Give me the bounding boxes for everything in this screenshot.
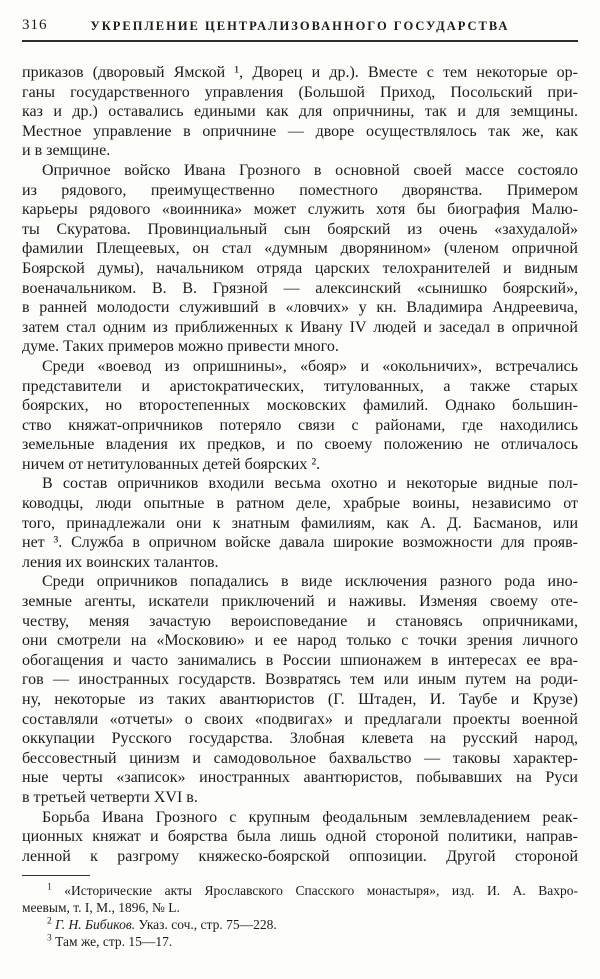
text-line: Среди опричников попадались в виде исключения разного рода ино- bbox=[42, 573, 578, 591]
text-line: ство княжат-опричников потеряло связи с районами, где находились bbox=[22, 416, 578, 434]
footnote-author-italic: Г. Н. Бибиков. bbox=[55, 916, 136, 932]
text-line: в третьей четверти XVI в. bbox=[22, 788, 198, 806]
footnote-text: «Исторические акты Ярославского Спасского монастыря», изд. И. А. Вахро- bbox=[64, 883, 578, 899]
text-line: карьеры рядового «воинника» может служить хотя бы биография Малю- bbox=[22, 201, 578, 219]
text-line: Местное управление в опричнине — дворе осуществлялось так же, как bbox=[22, 122, 578, 140]
paragraph bbox=[22, 474, 578, 572]
text-line: земные агенты, искатели приключений и наживы. Изменяя своему оте- bbox=[22, 593, 578, 611]
text-line: они смотрели на «Московию» и ее народ только с точки зрения личного bbox=[22, 632, 578, 650]
text-line: ления их воинских талантов. bbox=[22, 553, 219, 571]
footnote-separator bbox=[22, 875, 90, 876]
footnote-text: Указ. соч., стр. 75—228. bbox=[138, 916, 277, 932]
text-line: Опричное войско Ивана Грозного в основной своей массе состояло bbox=[42, 161, 578, 179]
text-line: ну, некоторые из таких авантюристов (Г. Штаден, И. Таубе и Крузе) bbox=[22, 691, 578, 708]
text-line: и в земщине. bbox=[22, 142, 111, 160]
footnote-text: Там же, стр. 15—17. bbox=[55, 933, 173, 949]
text-line: В состав опричников входили весьма охотно и некоторые видные пол- bbox=[42, 475, 578, 493]
footnotes bbox=[22, 883, 578, 950]
text-line: ганы государственного управления (Большой Приход, Посольский при- bbox=[22, 83, 578, 101]
page-number: 316 bbox=[22, 17, 48, 33]
text-line: составляли «отчеты» о своих «подвигах» и предлагали проекты военной bbox=[22, 710, 578, 728]
text-line: ты Скуратова. Провинциальный сын боярский из очень «захудалой» bbox=[22, 220, 578, 238]
text-line: земельные владения их предков, и по своему положению не отличалось bbox=[22, 436, 578, 454]
text-line: бессовестный цинизм и самодовольное бахвальство — таковы характер- bbox=[22, 749, 578, 767]
text-line: ничем от нетитулованных детей боярских ². bbox=[22, 455, 321, 473]
footnote-text: меевым, т. I, М., 1896, № L. bbox=[22, 900, 180, 916]
text-line: ководцы, люди опытные в ратном деле, храбрые воины, независимо от bbox=[22, 495, 578, 513]
text-line: обогащения и часто занимались в России шпионажем в интересах ее вра- bbox=[22, 651, 578, 669]
text-line: ленной к разгрому княжеско-боярской оппозиции. Другой стороной bbox=[22, 847, 578, 865]
footnote bbox=[22, 934, 578, 951]
body-text bbox=[22, 63, 578, 866]
text-line: в ранней молодости служивший в «ловчих» у кн. Владимира Андреевича, bbox=[22, 299, 578, 317]
text-line: оккупации Русского государства. Злобная клевета на русский народ, bbox=[22, 730, 578, 748]
text-line: ционных княжат и боярства была лишь одной стороной политики, направ- bbox=[22, 828, 578, 846]
text-line: затем стал одним из приближенных к Ивану IV людей и заседал в опричной bbox=[22, 318, 578, 336]
header-rule bbox=[22, 40, 578, 42]
footnote-marker: 2 bbox=[47, 916, 52, 927]
text-line: каз и др.) оставались едиными как для опричнины, так и для земщины. bbox=[22, 103, 578, 121]
footnote-continuation bbox=[22, 900, 578, 917]
paragraph bbox=[22, 572, 578, 807]
text-line: из рядового, преимущественно поместного дворянства. Примером bbox=[22, 181, 578, 199]
text-line: Борьба Ивана Грозного с крупным феодальным землевладением реак- bbox=[42, 808, 578, 826]
text-line: Среди «воевод из опришнины», «бояр» и «окольничих», встречались bbox=[42, 357, 578, 375]
text-line: ные черты «записок» иностранных авантюристов, побывавших на Руси bbox=[22, 769, 578, 787]
text-line: думе. Таких примеров можно привести много. bbox=[22, 338, 339, 356]
text-line: нет ³. Служба в опричном войске давала широкие возможности для прояв- bbox=[22, 534, 578, 552]
text-line: честву, меняя зачастую вероисповедание и становясь опричниками, bbox=[22, 612, 578, 630]
footnote bbox=[22, 917, 578, 934]
paragraph bbox=[22, 161, 578, 357]
text-line: того, принадлежали они к знатным фамилиям, как А. Д. Басманов, или bbox=[22, 514, 578, 532]
text-line: приказов (дворовый Ямской ¹, Дворец и др.). Вместе с тем некоторые ор- bbox=[22, 64, 578, 81]
footnote-marker: 1 bbox=[47, 882, 52, 893]
paragraph bbox=[22, 357, 578, 475]
text-line: гов — иностранных государств. Возвратясь тем или иным путем на роди- bbox=[22, 671, 578, 689]
paragraph bbox=[22, 63, 578, 161]
text-line: боярских, но второстепенных московских фамилий. Однако большин- bbox=[22, 397, 578, 415]
text-line: военачальником. В. В. Грязной — алексинский «сынишко боярский», bbox=[22, 279, 578, 297]
footnote bbox=[22, 883, 578, 900]
running-title: УКРЕПЛЕНИЕ ЦЕНТРАЛИЗОВАННОГО ГОСУДАРСТВА bbox=[90, 19, 510, 33]
text-line: Боярской думы), начальником отряда царских телохранителей и видным bbox=[22, 259, 578, 277]
text-line: представители и аристократических, титулованных, а также старых bbox=[22, 377, 578, 395]
footnote-marker: 3 bbox=[47, 933, 52, 944]
paragraph bbox=[22, 808, 578, 867]
text-line: фамилии Плещеевых, он стал «думным дворянином» (членом опричной bbox=[22, 240, 578, 258]
page-header bbox=[22, 14, 578, 36]
